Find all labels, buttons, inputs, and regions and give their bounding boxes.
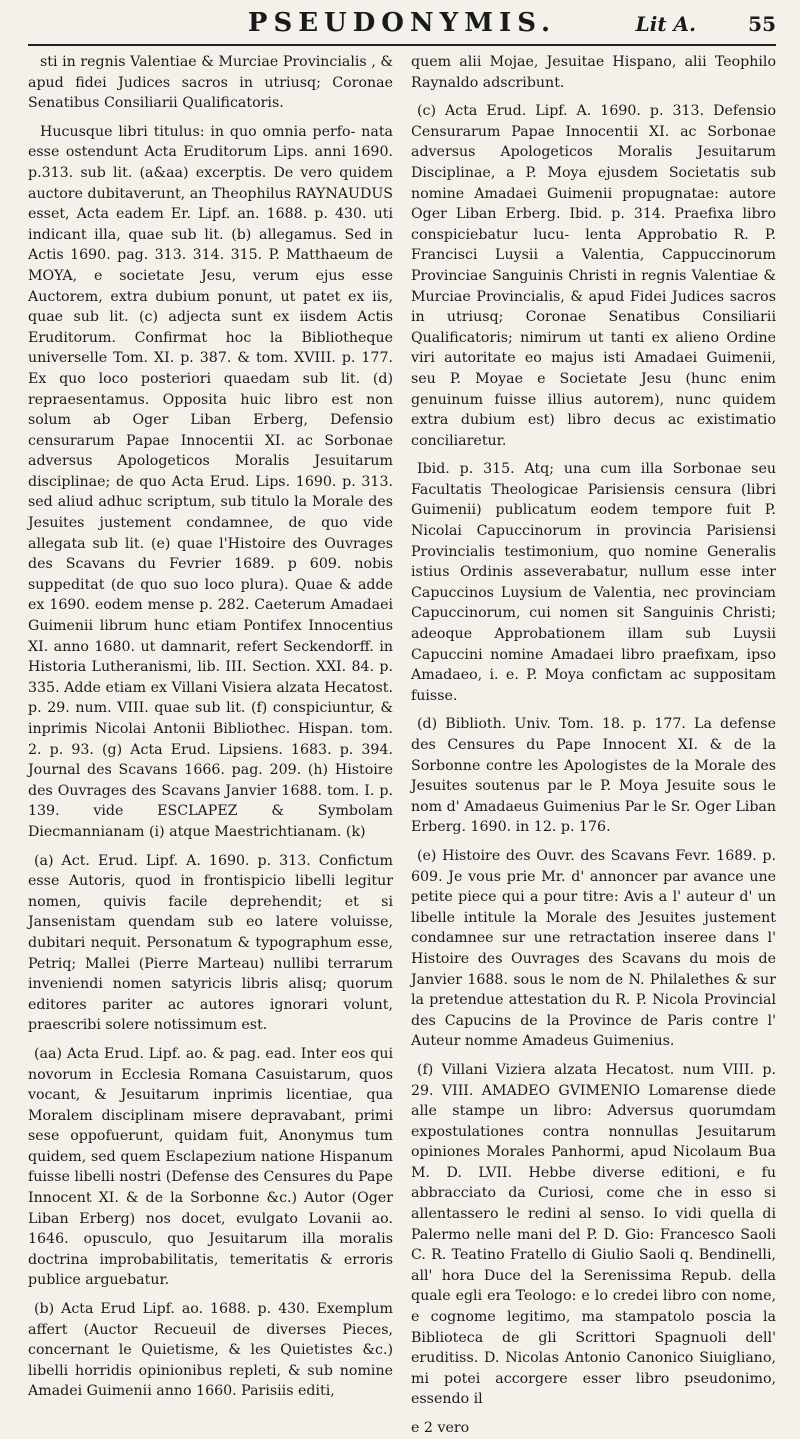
- right-column: [411, 52, 776, 1436]
- footnote-paragraph: (d) Biblioth. Univ. Tom. 18. p. 177. La defense des Censures du Pape Innocent XI. & de la Sorbonne contre les Apologistes de la Morale des Jesuites soutenus par le P. Moya Jesuite sous le nom d' Amadaeus Guimenius Par le Sr. Oger Liban Erberg. 1690. in 12. p. 176.: [411, 716, 776, 836]
- page-header: [28, 8, 776, 46]
- footnote-paragraph: Ibid. p. 315. Atq; una cum illa Sorbonae seu Facultatis Theologicae Parisiensis censura (libri Guimenii) publicatum eodem tempore fuit P. Nicolai Capuccinorum in provincia Parisiensi Provincialis testimonium, quo nomine Generalis istius Ordinis asseverabatur, nullum esse inter Capuccinos Luysium de Valentia, nec provinciam Capuccinorum, cui nomen sit Sanguinis Christi; adeoque Approbationem illam sub Luysii Capuccini nomine Amadaei libro praefixam, ipso Amadaeo, i. e. P. Moya confictam ac suppositam fuisse.: [411, 461, 776, 704]
- footnote-paragraph: (e) Histoire des Ouvr. des Scavans Fevr. 1689. p. 609. Je vous prie Mr. d' annoncer par avance une petite piece qui a pour titre: Avis a l' auteur d' un libelle intitule la Morale des Jesuites justement condamnee sur une retractation inseree dans l' Histoire des Ouvrages des Scavans du mois de Janvier 1688. sous le nom de N. Philalethes & sur la pretendue attestation du R. P. Nicola Provincial des Capucins de la Province de Paris contre l' Auteur nomme Amadeus Guimenius.: [411, 847, 776, 1050]
- footnote-paragraph: (b) Acta Erud Lipf. ao. 1688. p. 430. Exemplum affert (Auctor Recueuil de diverses Pieces, concernant le Quietisme, & les Quietistes &c.) libelli horridis opinionibus repleti, & sub nomine Amadei Guimenii anno 1660. Parisiis editi,: [28, 1301, 393, 1400]
- text-paragraph: sti in regnis Valentiae & Murciae Provincialis , & apud fidei Judices sacros in utriusq; Coronae Senatibus Consiliarii Qualificatoris.: [28, 54, 393, 112]
- footnote-paragraph: (f) Villani Viziera alzata Hecatost. num VIII. p. 29. VIII. AMADEO GVIMENIO Lomarense diede alle stampe un libro: Adversus quorumdam expostulationes contra nonnullas Jesuitarum opiniones Morales Panhormi, apud Nicolaum Bua M. D. LVII. Hebbe diverse editioni, e fu abbracciato da Curiosi, come che in esso si allentassero le redini al senso. Io vidi quella di Palermo nelle mani del P. D. Gio: Francesco Saoli C. R. Teatino Fratello di Giulio Saoli q. Bendinelli, all' hora Duce del la Serenissima Repub. della quale egli era Teologo: e lo credei libro con nome, e cognome legitimo, ma stampatolo poscia la Biblioteca de gli Scrittori Spagnuoli dell' eruditiss. D. Nicolas Antonio Canonico Siuigliano, mi potei accorgere esser libro pseudonimo, essendo il: [411, 1061, 776, 1408]
- footnote-paragraph: (a) Act. Erud. Lipf. A. 1690. p. 313. Confictum esse Autoris, quod in frontispicio libelli legitur nomen, quivis facile deprehendit; et si Jansenistam quendam sub eo latere voluisse, dubitari nequit. Personatum & typographum esse, Petriq; Mallei (Pierre Marteau) nullibi terrarum inveniendi nomen satyricis libris alisq; quorum editores pariter ac autores ignorari volunt, praescribi solere notissimum est.: [28, 852, 393, 1034]
- text-paragraph: e 2 vero: [411, 1420, 470, 1436]
- text-columns: [28, 52, 776, 1436]
- running-title: PSEUDONYMIS.: [247, 8, 557, 38]
- text-paragraph: Hucusque libri titulus: in quo omnia perfo- nata esse ostendunt Acta Eruditorum Lips. anni 1690. p.313. sub lit. (a&aa) excerptis. De vero quidem auctore dubitaverunt, an Theophilus RAYNAUDUS esset, Acta eadem Er. Lipf. an. 1688. p. 430. uti indicant illa, quae sub lit. (b) allegamus. Sed in Actis 1690. pag. 313. 314. 315. P. Matthaeum de MOYA, e societate Jesu, verum ejus esse Auctorem, extra dubium ponunt, ut patet ex iis, quae sub lit. (c) adjecta sunt ex iisdem Actis Eruditorum. Confirmat hoc la Bibliotheque universelle Tom. XI. p. 387. & tom. XVIII. p. 177. Ex quo loco posteriori quaedam sub lit. (d) repraesentamus. Opposita huic libro est non solum ab Oger Liban Erberg, Defensio censurarum Papae Innocentii XI. ac Sorbonae adversus Apologeticos Moralis Jesuitarum disciplinae; de quo Acta Erud. Lips. 1690. p. 313. sed aliud adhuc scriptum, sub titulo la Morale des Jesuites justement condamnee, de quo vide allegata sub lit. (e) quae l'Histoire des Ouvrages des Scavans du Fevrier 1689. p 609. nobis suppeditat (de quo suo loco plura). Quae & adde ex 1690. eodem mense p. 282. Caeterum Amadaei Guimenii librum hunc etiam Pontifex Innocentius XI. anno 1680. ut damnarit, refert Seckendorff. in Historia Lutheranismi, lib. III. Section. XXI. 84. p. 335. Adde etiam ex Villani Visiera alzata Hecatost. p. 29. num. VIII. quae sub lit. (f) conspiciuntur, & inprimis Nicolai Antonii Bibliothec. Hispan. tom. 2. p. 93. (g) Acta Erud. Lipsiens. 1683. p. 394. Journal des Scavans 1666. pag. 209. (h) Histoire des Ouvrages des Scavans Janvier 1688. tom. I. p. 139. vide ESCLAPEZ & Symbolam Diecmannianam (i) atque Maestrichtianam. (k): [28, 123, 393, 840]
- text-paragraph: quem alii Mojae, Jesuitae Hispano, alii Teophilo Raynaldo adscribunt.: [411, 54, 776, 91]
- footnote-paragraph: (aa) Acta Erud. Lipf. ao. & pag. ead. Inter eos qui novorum in Ecclesia Romana Casuistarum, quos vocant, & Jesuitarum inprimis licentiae, qua Moralem disciplinam misere depravabant, primi sese oppofuerunt, quidam fuit, Anonymus tum quidem, sed quem Esclapezium natione Hispanum fuisse libelli nostri (Defense des Censures du Pape Innocent XI. & de la Sorbonne &c.) Autor (Oger Liban Erberg) nos docet, evulgato Lovanii ao. 1646. opusculo, quo Jesuitarum illa moralis doctrina improbabilitatis, temeritatis & erroris publice arguebatur.: [28, 1045, 393, 1289]
- footnote-paragraph: (c) Acta Erud. Lipf. A. 1690. p. 313. Defensio Censurarum Papae Innocentii XI. ac Sorbonae adversus Apologeticos Moralis Jesuitarum Disciplinae, a P. Moya ejusdem Societatis sub nomine Amadaei Guimenii propugnatae: autore Oger Liban Erberg. Ibid. p. 314. Praefixa libro conspiciebatur lucu- lenta Approbatio R. P. Francisci Luysii a Valentia, Cappuccinorum Provinciae Sanguinis Christi in regnis Valentiae & Murciae Provincialis, & apud Fidei Judices sacros in utriusq; Coronae Senatibus Consiliarii Qualificatoris; nimirum ut tanti ex alieno Ordine viri autoritate eo majus isti Amadaei Guimenii, seu P. Moyae e Societate Jesu (hunc enim genuinum fuisse illius autorem), nunc quidem extra dubium est) libro decus ac existimatio conciliaretur.: [411, 103, 776, 449]
- page-number: 55: [748, 12, 776, 36]
- left-column: [28, 52, 393, 1400]
- section-letter: Lit A.: [635, 12, 696, 36]
